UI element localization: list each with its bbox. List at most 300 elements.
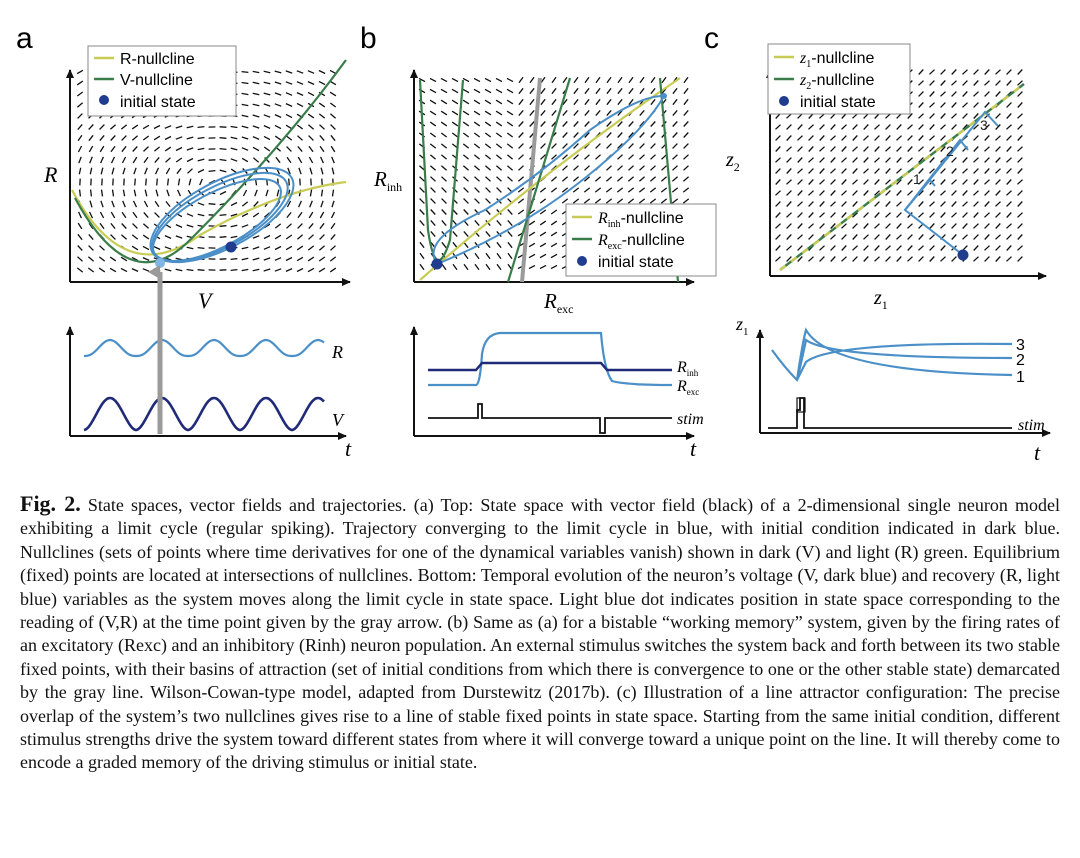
vector-field-arrow	[798, 213, 803, 218]
vector-field-arrow	[452, 89, 458, 92]
vector-field-arrow	[507, 166, 512, 170]
vector-field-arrow	[507, 100, 513, 104]
vector-field-arrow	[430, 166, 435, 170]
vector-field-arrow	[508, 231, 512, 236]
vector-field-arrow	[651, 166, 656, 171]
vector-field-arrow	[842, 213, 847, 218]
vector-field-arrow	[486, 188, 491, 193]
vector-field-arrow	[298, 146, 302, 151]
vector-field-arrow	[442, 264, 446, 270]
vector-field-arrow	[333, 190, 334, 197]
vector-field-arrow	[111, 212, 114, 218]
vector-field-arrow	[930, 147, 935, 152]
vector-field-arrow	[952, 213, 957, 218]
vector-field-arrow	[684, 99, 688, 104]
vector-field-arrow	[332, 201, 334, 207]
vector-field-arrow	[963, 103, 968, 108]
vector-field-arrow	[886, 136, 891, 141]
vector-field-arrow	[1018, 147, 1023, 152]
vector-field-arrow	[242, 269, 249, 270]
vector-field-arrow	[165, 137, 171, 140]
vector-field-arrow	[134, 201, 137, 207]
vector-field-arrow	[996, 158, 1001, 163]
vector-field-arrow	[541, 110, 545, 115]
vector-field-arrow	[309, 223, 313, 228]
vector-field-arrow	[463, 155, 468, 159]
vector-field-arrow	[897, 125, 902, 130]
vector-field-arrow	[320, 223, 324, 228]
vector-field-arrow	[864, 136, 869, 141]
vector-field-arrow	[595, 188, 600, 192]
vector-field-arrow	[110, 125, 115, 129]
vector-field-arrow	[420, 220, 424, 225]
vector-field-arrow	[661, 177, 666, 181]
vector-field-arrow	[242, 202, 247, 206]
vector-field-arrow	[442, 199, 447, 204]
vector-field-arrow	[809, 191, 814, 196]
vector-field-arrow	[1018, 224, 1023, 229]
vector-field-arrow	[842, 246, 847, 251]
vector-field-arrow	[562, 177, 567, 181]
vector-field-arrow	[80, 190, 81, 197]
vector-field-arrow	[220, 226, 227, 227]
vector-field-arrow	[551, 232, 557, 236]
vector-field-arrow	[331, 125, 336, 130]
vector-field-arrow	[122, 157, 125, 163]
vector-field-arrow	[518, 199, 523, 203]
vector-field-arrow	[165, 269, 172, 271]
vector-field-arrow	[974, 213, 979, 218]
vector-field-arrow	[242, 148, 248, 151]
panel-b-time-label: t	[690, 436, 697, 461]
vector-field-arrow	[617, 188, 622, 192]
vector-field-arrow	[919, 103, 924, 108]
vector-field-arrow	[497, 188, 502, 193]
vector-field-arrow	[974, 114, 979, 119]
vector-field-arrow	[563, 133, 568, 138]
vector-field-arrow	[420, 177, 425, 182]
vector-field-arrow	[242, 225, 248, 227]
vector-field-arrow	[497, 177, 502, 182]
vector-field-arrow	[177, 168, 181, 173]
vector-field-arrow	[121, 268, 127, 271]
vector-field-arrow	[1007, 114, 1012, 119]
vector-field-arrow	[662, 166, 667, 171]
vector-field-arrow	[474, 89, 480, 92]
panel-c-step-2: 2	[946, 143, 954, 159]
vector-field-arrow	[266, 190, 268, 196]
vector-field-arrow	[941, 103, 946, 108]
vector-field-arrow	[91, 190, 92, 197]
vector-field-arrow	[820, 202, 825, 207]
panel-a-v-trace	[84, 398, 324, 430]
vector-field-arrow	[220, 138, 227, 139]
vector-field-arrow	[319, 114, 324, 118]
vector-field-arrow	[475, 253, 479, 258]
vector-field-arrow	[651, 133, 656, 138]
vector-field-arrow	[242, 72, 249, 73]
vector-field-arrow	[974, 191, 979, 196]
vector-field-arrow	[286, 125, 292, 129]
vector-field-arrow	[220, 237, 227, 238]
vector-field-arrow	[1007, 235, 1012, 240]
vector-field-arrow	[474, 78, 480, 81]
vector-field-arrow	[78, 124, 82, 129]
vector-field-arrow	[297, 71, 303, 73]
panel-a-letter: a	[16, 22, 33, 55]
vector-field-arrow	[540, 221, 546, 225]
vector-field-arrow	[475, 199, 480, 204]
vector-field-arrow	[209, 204, 216, 205]
vector-field-arrow	[508, 242, 512, 247]
vector-field-arrow	[684, 110, 688, 115]
panel-a-time-label: t	[345, 436, 352, 461]
vector-field-arrow	[123, 190, 124, 197]
vector-field-arrow	[842, 191, 847, 196]
vector-field-arrow	[776, 224, 781, 229]
vector-field-arrow	[996, 246, 1001, 251]
vector-field-arrow	[442, 242, 446, 247]
vector-field-arrow	[930, 213, 935, 218]
panel-a-initial-state	[226, 242, 237, 253]
vector-field-arrow	[188, 169, 193, 174]
vector-field-arrow	[1007, 246, 1012, 251]
vector-field-arrow	[242, 126, 249, 128]
vector-field-arrow	[908, 235, 913, 240]
vector-field-arrow	[485, 144, 490, 148]
vector-field-arrow	[618, 133, 623, 138]
vector-field-arrow	[78, 223, 82, 229]
vector-field-arrow	[1018, 257, 1023, 262]
vector-field-arrow	[897, 169, 902, 174]
vector-field-arrow	[853, 202, 858, 207]
vector-field-arrow	[974, 180, 979, 185]
vector-field-arrow	[452, 122, 458, 126]
vector-field-arrow	[606, 199, 611, 203]
vector-field-arrow	[79, 168, 80, 175]
vector-field-arrow	[853, 158, 858, 163]
vector-field-arrow	[287, 157, 291, 163]
vector-field-arrow	[574, 88, 578, 93]
vector-field-arrow	[518, 177, 523, 181]
vector-field-arrow	[684, 144, 689, 149]
vector-field-arrow	[475, 177, 480, 182]
vector-field-arrow	[607, 110, 611, 115]
vector-field-arrow	[886, 224, 891, 229]
vector-field-arrow	[519, 166, 524, 171]
vector-field-arrow	[798, 191, 803, 196]
panel-c-z1-traces	[772, 330, 1012, 380]
vector-field-arrow	[112, 201, 114, 207]
panel-a-ylabel: R	[44, 162, 58, 187]
vector-field-arrow	[165, 236, 171, 239]
vector-field-arrow	[974, 147, 979, 152]
vector-field-arrow	[132, 125, 138, 129]
vector-field-arrow	[540, 199, 545, 203]
vector-field-arrow	[919, 257, 924, 262]
vector-field-arrow	[672, 199, 677, 203]
vector-field-arrow	[864, 213, 869, 218]
vector-field-arrow	[541, 122, 546, 127]
vector-field-arrow	[530, 99, 534, 104]
vector-field-arrow	[143, 235, 149, 239]
vector-field-arrow	[540, 254, 546, 257]
vector-field-arrow	[286, 104, 292, 107]
vector-field-arrow	[996, 92, 1001, 97]
vector-field-arrow	[1018, 114, 1023, 119]
vector-field-arrow	[310, 168, 312, 175]
vector-field-arrow	[974, 158, 979, 163]
vector-field-arrow	[585, 88, 589, 93]
panel-a-xlabel: V	[198, 288, 212, 313]
vector-field-arrow	[919, 81, 924, 86]
vector-field-arrow	[584, 199, 589, 203]
vector-field-arrow	[930, 246, 935, 251]
panel-a-current-position	[155, 258, 165, 268]
vector-field-arrow	[996, 202, 1001, 207]
vector-field-arrow	[321, 201, 323, 207]
vector-field-arrow	[442, 210, 447, 215]
vector-field-arrow	[842, 125, 847, 130]
vector-field-arrow	[809, 147, 814, 152]
vector-field-arrow	[264, 147, 270, 151]
vector-field-arrow	[330, 268, 336, 272]
vector-field-arrow	[430, 111, 436, 115]
vector-field-arrow	[963, 158, 968, 163]
vector-field-arrow	[519, 155, 524, 160]
vector-field-arrow	[607, 99, 611, 104]
vector-field-arrow	[331, 146, 335, 152]
vector-field-arrow	[154, 147, 159, 151]
vector-field-arrow	[242, 83, 249, 84]
vector-field-arrow	[919, 136, 924, 141]
vector-field-arrow	[930, 103, 935, 108]
vector-field-arrow	[275, 104, 281, 106]
vector-field-arrow	[310, 190, 311, 197]
vector-field-arrow	[1018, 136, 1023, 141]
vector-field-arrow	[430, 133, 435, 137]
vector-field-arrow	[963, 169, 968, 174]
vector-field-arrow	[952, 235, 957, 240]
vector-field-arrow	[298, 157, 301, 163]
vector-field-arrow	[289, 179, 290, 186]
vector-field-arrow	[842, 235, 847, 240]
vector-field-arrow	[496, 155, 501, 159]
vector-field-arrow	[420, 242, 424, 247]
vector-field-arrow	[853, 257, 858, 262]
vector-field-arrow	[496, 100, 502, 104]
vector-field-arrow	[168, 179, 169, 186]
vector-field-arrow	[464, 177, 469, 182]
vector-field-arrow	[831, 169, 836, 174]
vector-field-arrow	[585, 99, 589, 104]
vector-field-arrow	[242, 258, 249, 259]
vector-field-arrow	[157, 179, 158, 186]
panel-b-trace-label-stim: stim	[677, 411, 704, 428]
vector-field-arrow	[496, 111, 502, 115]
panel-c-trace-label-2: 2	[1016, 352, 1025, 369]
vector-field-arrow	[798, 169, 803, 174]
vector-field-arrow	[101, 157, 104, 163]
vector-field-arrow	[952, 114, 957, 119]
vector-field-arrow	[908, 158, 913, 163]
vector-field-arrow	[684, 77, 688, 83]
vector-field-arrow	[776, 158, 781, 163]
vector-field-arrow	[441, 133, 446, 137]
vector-field-arrow	[798, 125, 803, 130]
vector-field-arrow	[430, 78, 436, 81]
vector-field-arrow	[853, 147, 858, 152]
vector-field-arrow	[176, 158, 182, 162]
vector-field-arrow	[941, 81, 946, 86]
vector-field-arrow	[1007, 257, 1012, 262]
vector-field-arrow	[187, 270, 194, 271]
vector-field-arrow	[77, 268, 82, 272]
vector-field-arrow	[330, 114, 335, 118]
vector-field-arrow	[1018, 180, 1023, 185]
vector-field-arrow	[1018, 202, 1023, 207]
vector-field-arrow	[441, 144, 446, 148]
vector-field-arrow	[596, 155, 601, 160]
vector-field-arrow	[253, 71, 260, 72]
vector-field-arrow	[552, 144, 557, 149]
vector-field-arrow	[985, 246, 990, 251]
vector-field-arrow	[187, 214, 193, 217]
legend-b-rexc-nullcline: $R_{exc}$-nullcline	[598, 232, 685, 252]
vector-field-arrow	[431, 199, 436, 204]
vector-field-arrow	[798, 180, 803, 185]
vector-field-arrow	[200, 179, 203, 185]
vector-field-arrow	[864, 246, 869, 251]
vector-field-arrow	[1018, 169, 1023, 174]
vector-field-arrow	[508, 177, 513, 182]
vector-field-arrow	[552, 88, 556, 93]
vector-field-arrow	[1018, 235, 1023, 240]
vector-field-arrow	[529, 221, 535, 225]
vector-field-arrow	[985, 81, 990, 86]
vector-field-arrow	[809, 136, 814, 141]
vector-field-arrow	[897, 246, 902, 251]
vector-field-arrow	[100, 212, 103, 218]
vector-field-arrow	[78, 146, 81, 152]
vector-field-arrow	[330, 103, 335, 107]
vector-field-arrow	[519, 110, 523, 115]
vector-field-arrow	[1018, 246, 1023, 251]
vector-field-arrow	[809, 257, 814, 262]
vector-field-arrow	[798, 136, 803, 141]
vector-field-arrow	[77, 103, 82, 107]
vector-field-arrow	[875, 158, 880, 163]
vector-field-arrow	[78, 246, 83, 251]
vector-field-arrow	[464, 253, 468, 258]
vector-field-arrow	[253, 158, 258, 162]
vector-field-arrow	[123, 168, 125, 174]
vector-field-arrow	[798, 235, 803, 240]
vector-field-arrow	[485, 133, 490, 137]
panel-b-trace-label-rexc: $R_{exc}$	[677, 378, 700, 397]
vector-field-arrow	[486, 231, 490, 236]
vector-field-arrow	[452, 111, 458, 115]
vector-field-arrow	[430, 144, 435, 148]
vector-field-arrow	[639, 188, 644, 192]
vector-field-arrow	[132, 136, 137, 140]
vector-field-arrow	[253, 82, 260, 83]
panel-c-xlabel: $z_1$	[874, 287, 888, 312]
caption-fig-label: Fig. 2.	[20, 491, 81, 516]
vector-field-arrow	[253, 236, 259, 238]
vector-field-arrow	[309, 157, 312, 163]
vector-field-arrow	[453, 242, 457, 247]
vector-field-arrow	[135, 179, 136, 186]
vector-field-arrow	[963, 213, 968, 218]
vector-field-arrow	[607, 144, 612, 149]
vector-field-arrow	[798, 147, 803, 152]
vector-field-arrow	[231, 236, 238, 237]
vector-field-arrow	[908, 246, 913, 251]
vector-field-arrow	[78, 135, 82, 141]
panel-c	[704, 22, 1050, 465]
vector-field-arrow	[463, 122, 469, 126]
vector-field-arrow	[842, 136, 847, 141]
vector-field-arrow	[952, 81, 957, 86]
vector-field-arrow	[178, 179, 179, 186]
vector-field-arrow	[1007, 70, 1012, 75]
vector-field-arrow	[264, 126, 270, 129]
vector-field-arrow	[820, 224, 825, 229]
vector-field-arrow	[176, 148, 182, 151]
vector-field-arrow	[963, 180, 968, 185]
vector-field-arrow	[529, 265, 535, 268]
vector-field-arrow	[941, 180, 946, 185]
vector-field-arrow	[831, 202, 836, 207]
vector-field-arrow	[551, 265, 557, 268]
vector-field-arrow	[607, 88, 611, 93]
vector-field-arrow	[441, 122, 447, 126]
vector-field-arrow	[332, 168, 334, 175]
vector-field-arrow	[919, 114, 924, 119]
vector-field-arrow	[452, 100, 458, 104]
vector-field-arrow	[684, 166, 689, 171]
vector-field-arrow	[673, 144, 678, 149]
vector-field-arrow	[242, 247, 249, 249]
vector-field-arrow	[585, 155, 590, 160]
vector-field-arrow	[496, 122, 502, 126]
vector-field-arrow	[930, 70, 935, 75]
vector-field-arrow	[231, 225, 238, 227]
vector-field-arrow	[607, 77, 611, 83]
panel-a	[16, 22, 352, 461]
vector-field-arrow	[242, 104, 249, 105]
vector-field-arrow	[507, 133, 512, 137]
vector-field-arrow	[474, 100, 480, 104]
vector-field-arrow	[952, 103, 957, 108]
vector-field-arrow	[985, 235, 990, 240]
vector-field-arrow	[820, 158, 825, 163]
vector-field-arrow	[156, 190, 158, 197]
vector-field-arrow	[464, 188, 469, 193]
vector-field-arrow	[864, 191, 869, 196]
vector-field-arrow	[319, 71, 325, 74]
vector-field-arrow	[787, 169, 792, 174]
vector-field-arrow	[831, 125, 836, 130]
vector-field-arrow	[198, 159, 205, 161]
vector-field-arrow	[551, 210, 557, 214]
vector-field-arrow	[100, 125, 105, 130]
legend-c-z2-nullcline: $z_2$-nullcline	[800, 72, 875, 92]
vector-field-arrow	[875, 246, 880, 251]
panel-c-stim-label: stim	[1018, 417, 1045, 434]
vector-field-arrow	[143, 224, 148, 228]
